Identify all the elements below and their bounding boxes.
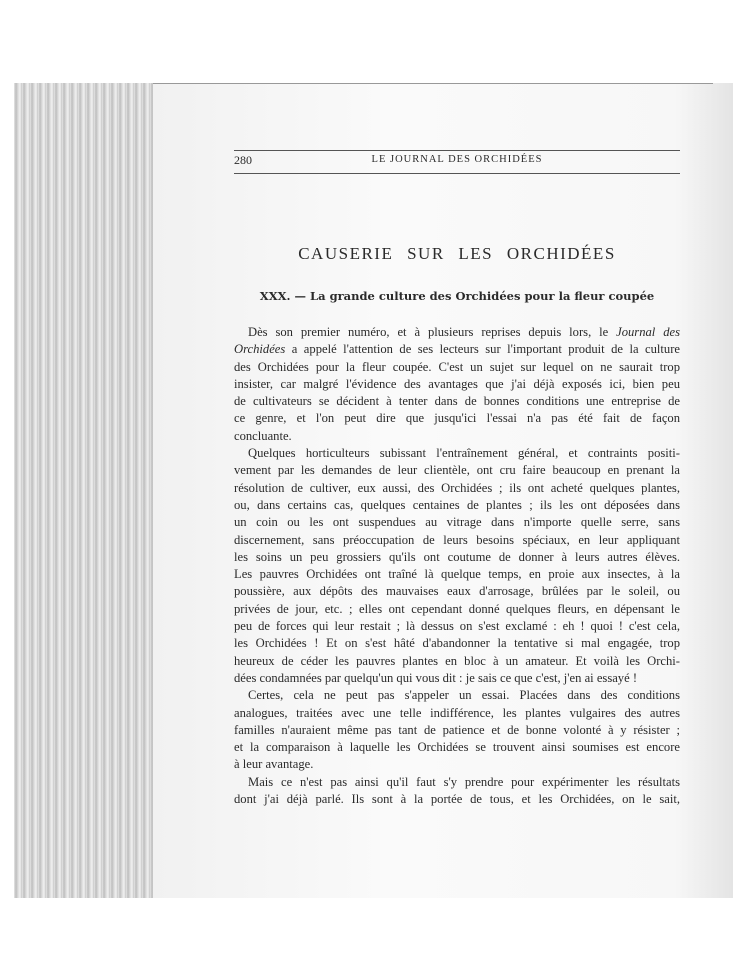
text-line: dont j'ai déjà parlé. Ils sont à la portée de tous, et les Orchidées, on le sait, xyxy=(234,792,680,807)
text-line: ce genre, et l'on peut dire que jusqu'ici l'essai n'a pas été fait de façon xyxy=(234,411,680,426)
text-line: Certes, cela ne peut pas s'appeler un essai. Placées dans des conditions xyxy=(248,688,680,703)
text-line: heureux de céder les pauvres plantes en bloc à un amateur. Et voilà les Orchi- xyxy=(234,653,680,668)
article-subtitle: XXX. — La grande culture des Orchidées pour la fleur coupée xyxy=(259,289,655,303)
text-line: résolution de cultiver, eux aussi, des Orchidées ; ils ont acheté quelques plantes, xyxy=(234,480,680,495)
text-line: peu de forces qui leur restait ; là dessus on s'est exclamé : eh ! quoi ! c'est cela, xyxy=(234,619,680,634)
text-line: privées de jour, etc. ; elles ont cependant donné quelques fleurs, en dépensant le xyxy=(234,601,680,616)
book-page-edges xyxy=(14,83,153,898)
text-line: Dès son premier numéro, et à plusieurs reprises depuis lors, le Journal des xyxy=(248,325,680,339)
header-rule-top xyxy=(234,150,680,151)
paragraph xyxy=(234,687,680,773)
page-number: 280 xyxy=(234,153,252,167)
text-line: familles n'auraient même pas tant de patience et de bonne volonté à y résister ; xyxy=(234,722,680,737)
text-line: de cultivateurs se décident à tenter dans de bonnes conditions une entreprise de xyxy=(234,394,680,409)
text-line: discernement, sans préoccupation de leurs besoins spéciaux, en leur appliquant xyxy=(234,532,680,547)
text-line: les soins un peu grossiers qu'ils ont coutume de donner à leurs autres élèves. xyxy=(234,549,680,564)
text-line: et la comparaison à laquelle les Orchidées se trouvent ainsi soumises est encore xyxy=(234,740,680,755)
text-line: analogues, traitées avec une telle indifférence, les plantes vulgaires des autres xyxy=(234,705,680,720)
text-line: Quelques horticulteurs subissant l'entraînement général, et contraints positi- xyxy=(248,446,680,461)
text-line: concluante. xyxy=(234,428,292,443)
text-line: Orchidées a appelé l'attention de ses lecteurs sur l'important produit de la culture xyxy=(234,342,680,357)
text-line: les Orchidées ! Et on s'est hâté d'abandonner la tentative si mal engagée, trop xyxy=(234,636,680,651)
text-line: dées condamnées par quelqu'un qui vous dit : je sais ce que c'est, j'en ai essayé ! xyxy=(234,670,638,685)
paragraph xyxy=(234,324,680,445)
text-line: Mais ce n'est pas ainsi qu'il faut s'y prendre pour expérimenter les résultats xyxy=(248,774,680,789)
running-head xyxy=(234,153,680,169)
text-line: à leur avantage. xyxy=(234,757,314,772)
journal-title: LE JOURNAL DES ORCHIDÉES xyxy=(371,154,543,165)
text-line: poussière, aux dépôts des mauvaises eaux d'arrosage, brûlées par le soleil, ou xyxy=(234,584,680,599)
header-rule-bottom xyxy=(234,173,680,174)
text-line: insister, car malgré l'évidence des avantages que j'ai déjà exposés ici, bien peu xyxy=(234,376,680,391)
paragraph xyxy=(234,445,680,687)
text-line: ou, dans certains cas, quelques centaines de plantes ; ils les ont déposées dans xyxy=(234,497,680,512)
text-line: Les pauvres Orchidées ont traîné là quelque temps, en proie aux insectes, à la xyxy=(234,567,680,582)
paragraph xyxy=(234,774,680,809)
text-line: des Orchidées pour la fleur coupée. C'est un sujet sur lequel on ne saurait trop xyxy=(234,359,680,374)
article-title: CAUSERIE SUR LES ORCHIDÉES xyxy=(298,244,616,263)
article-body xyxy=(234,324,680,808)
page-top-edge xyxy=(153,83,713,84)
text-line: un coin ou les ont suspendues au vitrage dans n'importe quelle serre, sans xyxy=(234,515,680,530)
text-line: vement par les demandes de leur clientèle, ont cru faire beaucoup en prenant la xyxy=(234,463,680,478)
